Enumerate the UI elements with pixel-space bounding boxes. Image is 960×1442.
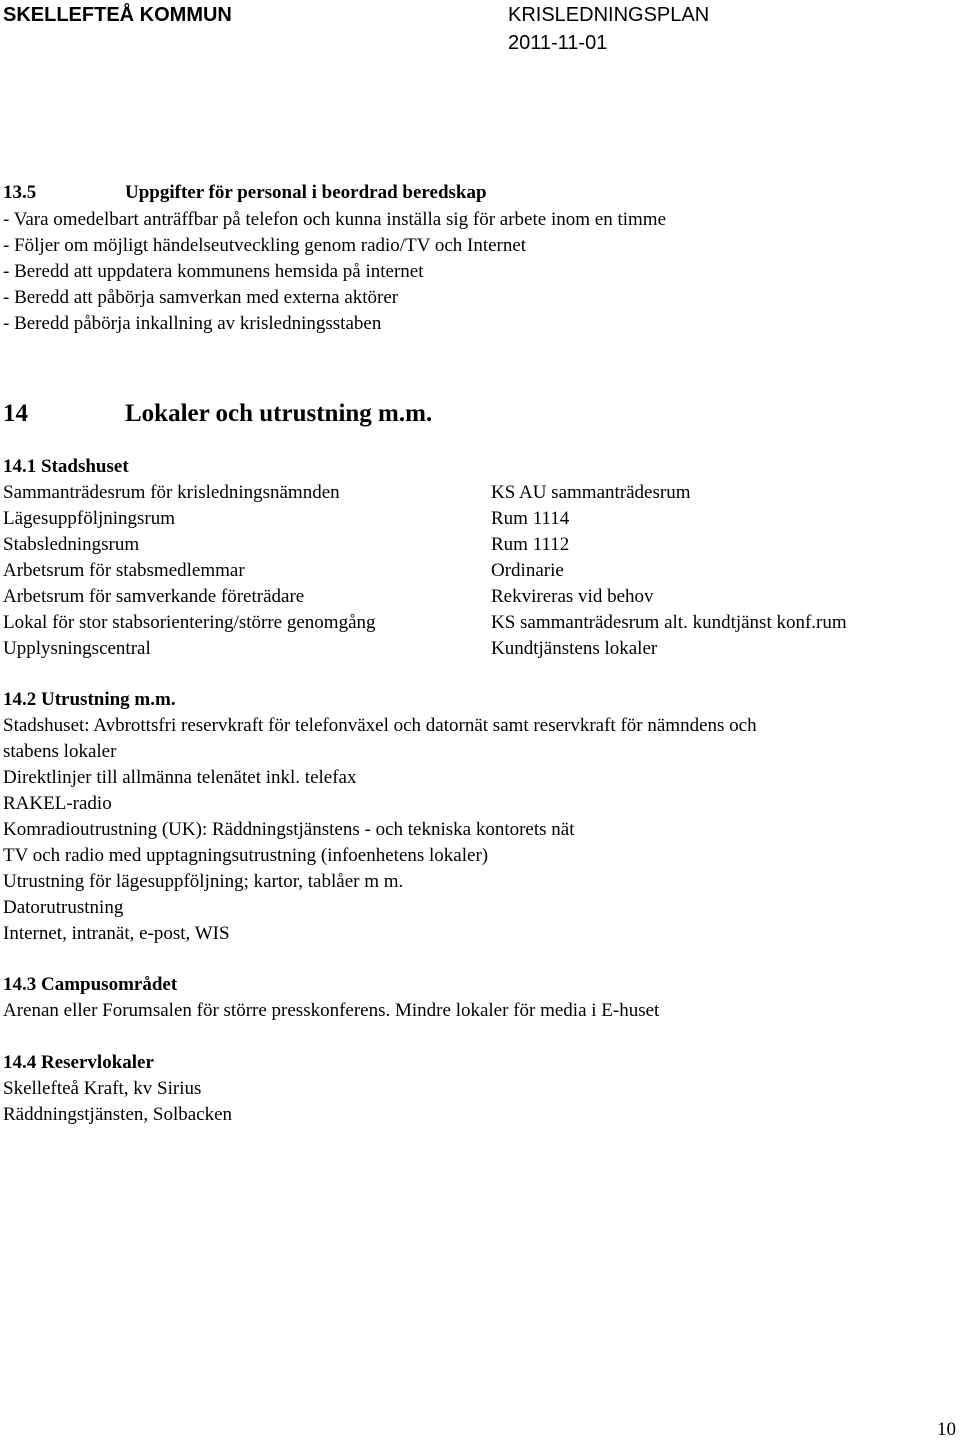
table-cell-room: Lokal för stor stabsorientering/större genomgång xyxy=(3,612,376,633)
section-number: 13.5 xyxy=(3,182,37,203)
list-item: - Följer om möjligt händelseutveckling genom radio/TV och Internet xyxy=(3,235,527,256)
section-14-4-heading: 14.4 Reservlokaler xyxy=(3,1052,154,1073)
table-cell-room: Arbetsrum för stabsmedlemmar xyxy=(3,560,245,581)
table-cell-room: Upplysningscentral xyxy=(3,638,151,659)
section-14-heading xyxy=(3,399,433,429)
section-title: Lokaler och utrustning m.m. xyxy=(125,400,433,427)
list-item: - Vara omedelbart anträffbar på telefon och kunna inställa sig för arbete inom en timme xyxy=(3,209,666,230)
section-14-2-heading: 14.2 Utrustning m.m. xyxy=(3,689,176,710)
section-13-5-heading xyxy=(3,182,487,204)
paragraph-line: RAKEL-radio xyxy=(3,793,112,814)
page-number: 10 xyxy=(937,1419,956,1440)
table-cell-location: Kundtjänstens lokaler xyxy=(491,638,658,659)
paragraph-line: Datorutrustning xyxy=(3,897,124,918)
paragraph-line: Räddningstjänsten, Solbacken xyxy=(3,1104,233,1125)
section-number: 14 xyxy=(3,400,28,427)
table-cell-location: Rekvireras vid behov xyxy=(491,586,654,607)
header-document-title: KRISLEDNINGSPLAN xyxy=(508,4,710,26)
paragraph-line: Internet, intranät, e-post, WIS xyxy=(3,923,230,944)
paragraph-line: Utrustning för lägesuppföljning; kartor, tablåer m m. xyxy=(3,871,404,892)
section-14-1-heading: 14.1 Stadshuset xyxy=(3,456,129,477)
paragraph-line: TV och radio med upptagningsutrustning (infoenhetens lokaler) xyxy=(3,845,489,866)
table-cell-location: KS sammanträdesrum alt. kundtjänst konf.rum xyxy=(491,612,847,633)
paragraph-line: Skellefteå Kraft, kv Sirius xyxy=(3,1078,202,1099)
header-organization: SKELLEFTEÅ KOMMUN xyxy=(3,4,232,26)
paragraph-line: Arenan eller Forumsalen för större presskonferens. Mindre lokaler för media i E-huset xyxy=(3,1000,660,1021)
list-item: - Beredd att påbörja samverkan med externa aktörer xyxy=(3,287,399,308)
table-cell-room: Sammanträdesrum för krisledningsnämnden xyxy=(3,482,340,503)
list-item: - Beredd att uppdatera kommunens hemsida på internet xyxy=(3,261,424,282)
paragraph-line: Komradioutrustning (UK): Räddningstjänstens - och tekniska kontorets nät xyxy=(3,819,575,840)
list-item: - Beredd påbörja inkallning av krisledningsstaben xyxy=(3,313,382,334)
section-title: Uppgifter för personal i beordrad beredskap xyxy=(125,182,487,203)
table-cell-location: KS AU sammanträdesrum xyxy=(491,482,691,503)
table-cell-location: Rum 1112 xyxy=(491,534,570,555)
paragraph-line: stabens lokaler xyxy=(3,741,117,762)
paragraph-line: Direktlinjer till allmänna telenätet inkl. telefax xyxy=(3,767,357,788)
table-cell-location: Ordinarie xyxy=(491,560,564,581)
table-cell-room: Lägesuppföljningsrum xyxy=(3,508,176,529)
table-cell-room: Stabsledningsrum xyxy=(3,534,140,555)
section-14-3-heading: 14.3 Campusområdet xyxy=(3,974,178,995)
header-date: 2011-11-01 xyxy=(508,32,608,54)
paragraph-line: Stadshuset: Avbrottsfri reservkraft för telefonväxel och datornät samt reservkraft för nämndens och xyxy=(3,715,757,736)
table-cell-location: Rum 1114 xyxy=(491,508,570,529)
table-cell-room: Arbetsrum för samverkande företrädare xyxy=(3,586,305,607)
